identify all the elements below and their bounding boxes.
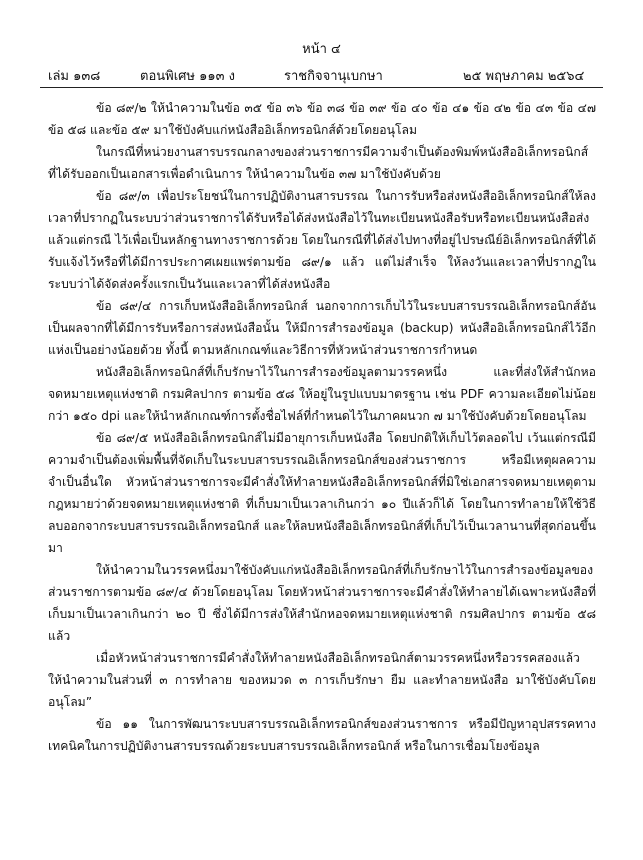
header-rule <box>40 87 603 88</box>
book-number: เล่ม ๑๓๘ <box>48 69 101 84</box>
document-body <box>48 97 596 757</box>
issue-number: ตอนพิเศษ ๑๑๓ ง <box>140 69 235 84</box>
clause-89-5: ข้อ ๘๙/๕ หนังสืออิเล็กทรอนิกส์ไม่มีอายุการเก็บหนังสือ โดยปกติให้เก็บไว้ตลอดไป เว้นแต่กรณีมีความจำเป็นต้องเพิ่มพื้นที่จัดเก็บในระบบสารบรรณอิเล็กทรอนิกส์ของส่วนราชการ หรือมีเหตุผลความจำเป็นอื่นใด หัวหน้าส่วนราชการจะมีคำสั่งให้ทำลายหนังสืออิเล็กทรอนิกส์ที่มิใช่เอกสารจดหมายเหตุตามกฎหมายว่าด้วยจดหมายเหตุแห่งชาติ ที่เก็บมาเป็นเวลาเกินกว่า ๑๐ ปีแล้วก็ได้ โดยในการทำลายให้ใช้วิธีลบออกจากระบบสารบรรณอิเล็กทรอนิกส์ และให้ลบหนังสืออิเล็กทรอนิกส์ที่เก็บไว้เป็นเวลานานที่สุดก่อนขึ้นมา <box>48 431 596 555</box>
clause-89-2: ข้อ ๘๙/๒ ให้นำความในข้อ ๓๕ ข้อ ๓๖ ข้อ ๓๘ ข้อ ๓๙ ข้อ ๔๐ ข้อ ๔๑ ข้อ ๔๒ ข้อ ๔๓ ข้อ ๔๗ ข้อ ๕๘ และข้อ ๕๙ มาใช้บังคับแก่หนังสืออิเล็กทรอนิกส์ด้วยโดยอนุโลม <box>48 101 596 137</box>
page-number: หน้า ๔ <box>302 42 341 57</box>
clause-11: ข้อ ๑๑ ในการพัฒนาระบบสารบรรณอิเล็กทรอนิกส์ของส่วนราชการ หรือมีปัญหาอุปสรรคทางเทคนิคในการปฏิบัติงานสารบรรณด้วยระบบสารบรรณอิเล็กทรอนิกส์ หรือในการเชื่อมโยงข้อมูล <box>48 717 596 753</box>
publication-date: ๒๕ พฤษภาคม ๒๕๖๔ <box>463 69 585 84</box>
clause-89-4-para-2: หนังสืออิเล็กทรอนิกส์ที่เก็บรักษาไว้ในการสำรองข้อมูลตามวรรคหนึ่ง และที่ส่งให้สำนักหอจดหมายเหตุแห่งชาติ กรมศิลปากร ตามข้อ ๕๘ ให้อยู่ในรูปแบบมาตรฐาน เช่น PDF ความละเอียดไม่น้อยกว่า ๑๕๐ dpi และให้นำหลักเกณฑ์การตั้งชื่อไฟล์ที่กำหนดไว้ในภาคผนวก ๗ มาใช้บังคับด้วยโดยอนุโลม <box>48 365 596 423</box>
clause-89-4: ข้อ ๘๙/๔ การเก็บหนังสืออิเล็กทรอนิกส์ นอกจากการเก็บไว้ในระบบสารบรรณอิเล็กทรอนิกส์อันเป็นผลจากที่ได้มีการรับหรือการส่งหนังสือนั้น ให้มีการสำรองข้อมูล (backup) หนังสืออิเล็กทรอนิกส์ไว้อีกแห่งเป็นอย่างน้อยด้วย ทั้งนี้ ตามหลักเกณฑ์และวิธีการที่หัวหน้าส่วนราชการกำหนด <box>48 299 596 357</box>
clause-89-5-para-3: เมื่อหัวหน้าส่วนราชการมีคำสั่งให้ทำลายหนังสืออิเล็กทรอนิกส์ตามวรรคหนึ่งหรือวรรคสองแล้ว ให้นำความในส่วนที่ ๓ การทำลาย ของหมวด ๓ การเก็บรักษา ยืม และทำลายหนังสือ มาใช้บังคับโดยอนุโลม” <box>48 651 596 709</box>
clause-89-3: ข้อ ๘๙/๓ เพื่อประโยชน์ในการปฏิบัติงานสารบรรณ ในการรับหรือส่งหนังสืออิเล็กทรอนิกส์ให้ลงเวลาที่ปรากฏในระบบว่าส่วนราชการได้รับหรือได้ส่งหนังสือไว้ในทะเบียนหนังสือรับหรือทะเบียนหนังสือส่ง แล้วแต่กรณี ไว้เพื่อเป็นหลักฐานทางราชการด้วย โดยในกรณีที่ได้ส่งไปทางที่อยู่ไปรษณีย์อิเล็กทรอนิกส์ที่ได้รับแจ้งไว้หรือที่ได้มีการประกาศเผยแพร่ตามข้อ ๘๙/๑ แล้ว แต่ไม่สำเร็จ ให้ลงวันและเวลาที่ปรากฏในระบบว่าได้จัดส่งครั้งแรกเป็นวันและเวลาที่ได้ส่งหนังสือ <box>48 189 596 291</box>
clause-89-5-para-2: ให้นำความในวรรคหนึ่งมาใช้บังคับแก่หนังสืออิเล็กทรอนิกส์ที่เก็บรักษาไว้ในการสำรองข้อมูลของส่วนราชการตามข้อ ๘๙/๔ ด้วยโดยอนุโลม โดยหัวหน้าส่วนราชการจะมีคำสั่งให้ทำลายได้เฉพาะหนังสือที่เก็บมาเป็นเวลาเกินกว่า ๒๐ ปี ซึ่งได้มีการส่งให้สำนักหอจดหมายเหตุแห่งชาติ กรมศิลปากร ตามข้อ ๕๘ แล้ว <box>48 563 596 643</box>
clause-89-2-para-2: ในกรณีที่หน่วยงานสารบรรณกลางของส่วนราชการมีความจำเป็นต้องพิมพ์หนังสืออิเล็กทรอนิกส์ที่ได้รับออกเป็นเอกสารเพื่อดำเนินการ ให้นำความในข้อ ๓๗ มาใช้บังคับด้วย <box>48 145 589 181</box>
gazette-title: ราชกิจจานุเบกษา <box>284 69 383 84</box>
